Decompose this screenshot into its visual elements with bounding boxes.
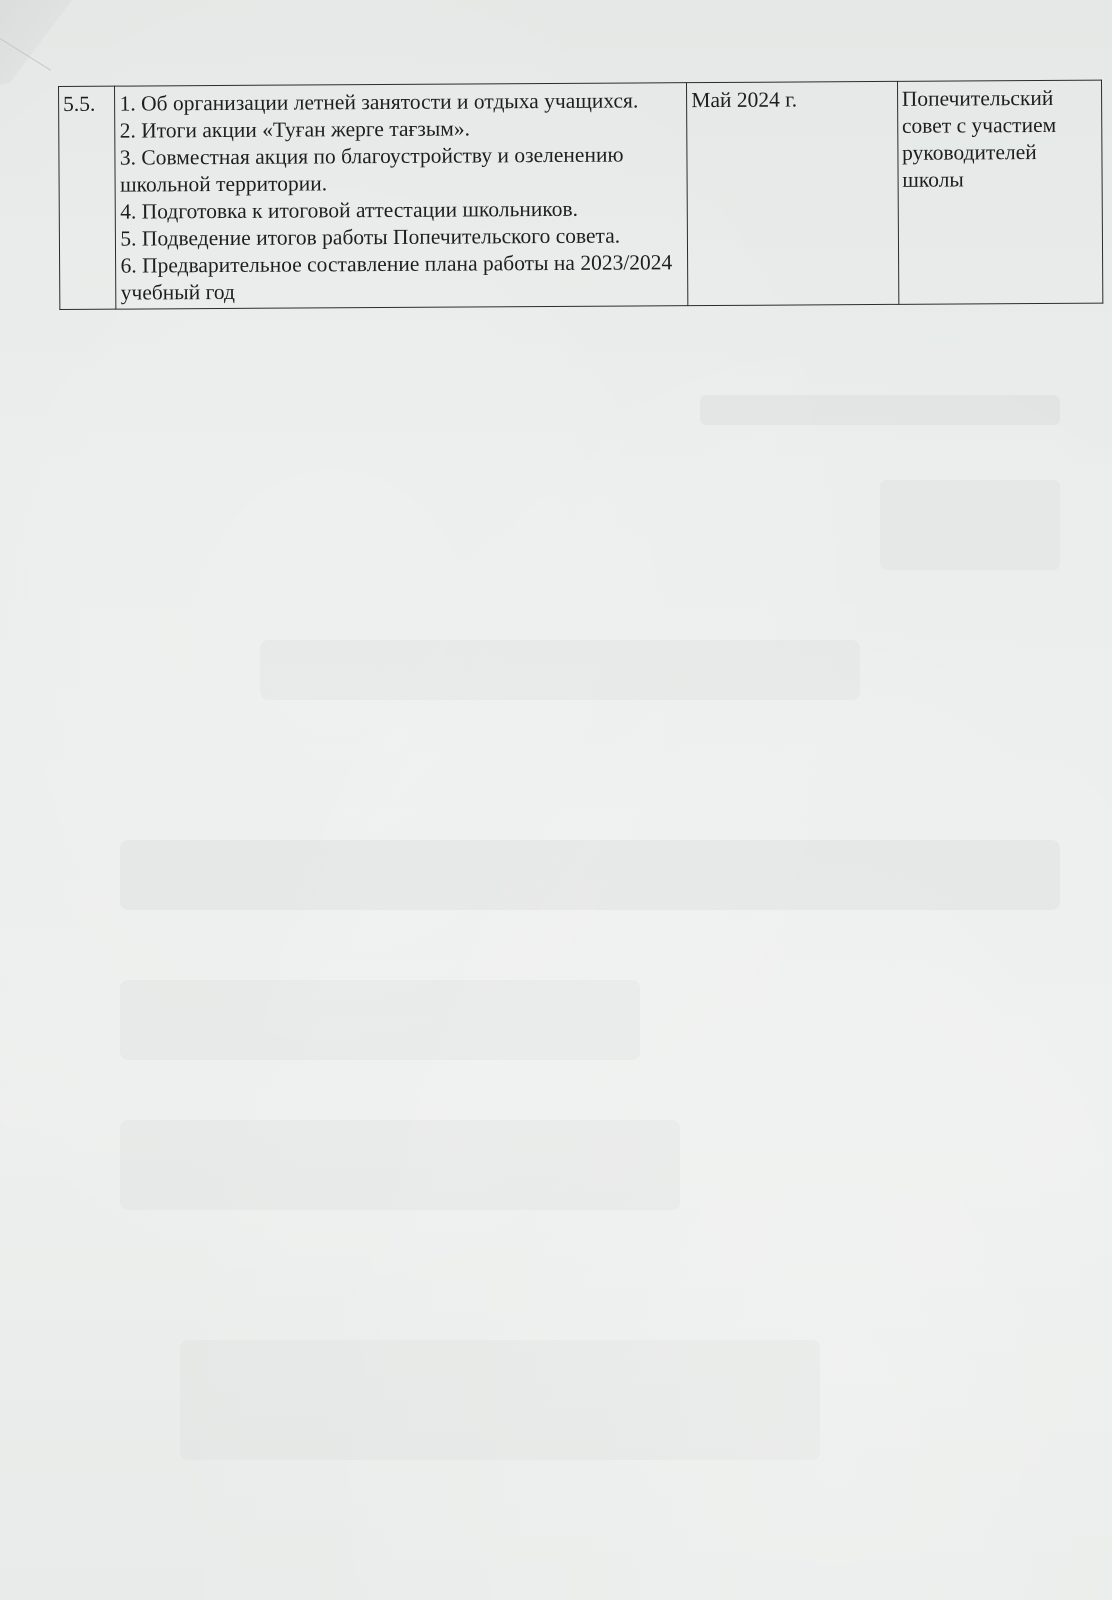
row-number: 5.5. [63, 91, 96, 116]
responsible-text: Попечительский совет с участием руководителей школы [901, 85, 1057, 192]
table-row [59, 80, 1103, 309]
page-corner-fold [0, 0, 107, 89]
topic-item: 2. Итоги акции «Туған жерге тағзым». [119, 116, 471, 143]
topic-item: 4. Подготовка к итоговой аттестации школьников. [120, 196, 579, 224]
topic-item: 3. Совместная акция по благоустройству и озеленению школьной территории. [119, 142, 624, 197]
bleed-through-mark [700, 395, 1060, 425]
bleed-through-mark [180, 1340, 820, 1460]
bleed-through-mark [120, 840, 1060, 910]
bleed-through-mark [880, 480, 1060, 570]
responsible-cell [897, 80, 1103, 304]
plan-table [58, 80, 1103, 310]
row-number-cell [59, 86, 117, 309]
bleed-through-mark [260, 640, 860, 700]
topic-item: 6. Предварительное составление плана работы на 2023/2024 учебный год [120, 250, 673, 305]
bleed-through-mark [120, 980, 640, 1060]
date-cell [687, 81, 899, 305]
date-text: Май 2024 г. [691, 87, 798, 113]
topic-item: 1. Об организации летней занятости и отдыха учащихся. [119, 88, 639, 116]
topics-cell [115, 83, 688, 309]
bleed-through-mark [120, 1120, 680, 1210]
topic-item: 5. Подведение итогов работы Попечительского совета. [120, 223, 621, 251]
